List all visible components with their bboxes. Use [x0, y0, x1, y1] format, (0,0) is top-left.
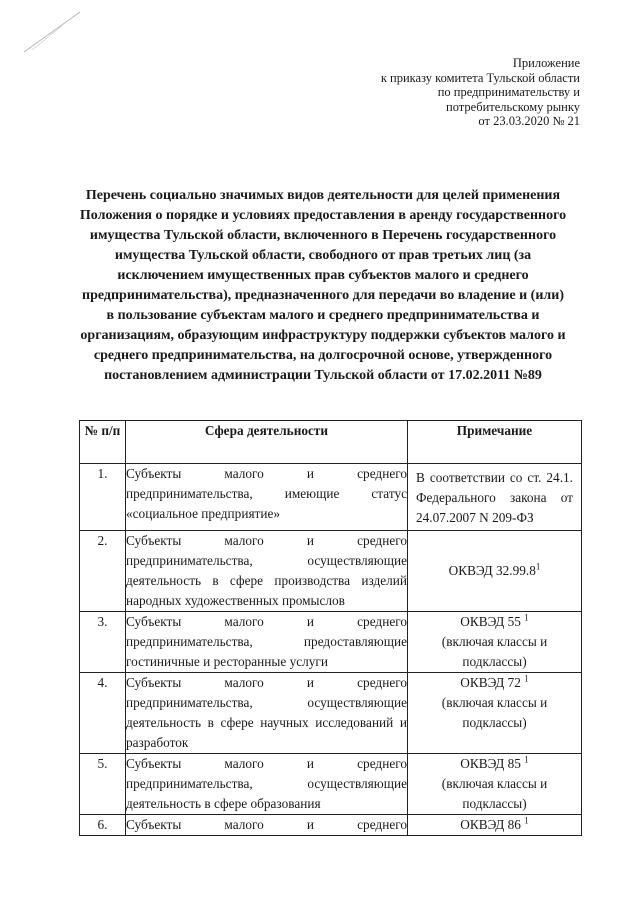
- okved-note: (включая классы и подклассы): [441, 634, 548, 669]
- table-row: [80, 531, 582, 612]
- footnote-mark: 1: [535, 561, 541, 572]
- row-note: [408, 754, 582, 815]
- okved-code: ОКВЭД 55: [460, 614, 521, 629]
- footnote-mark: 1: [524, 754, 529, 765]
- appendix-line: Приложение: [512, 56, 580, 70]
- table-row: [80, 612, 582, 673]
- okved-code: ОКВЭД 32.99.8: [448, 563, 536, 578]
- row-sphere: Субъекты малого и среднего предпринимательства, осуществляющие деятельность в сфере производства изделий народных художественных промыслов: [126, 531, 408, 612]
- okved-note: (включая классы и подклассы): [441, 695, 548, 730]
- footnote-mark: 1: [524, 815, 529, 826]
- header-number: № п/п: [80, 421, 126, 464]
- row-number: 1.: [80, 464, 126, 531]
- okved-code: ОКВЭД 72: [460, 675, 521, 690]
- okved-note: (включая классы и подклассы): [441, 776, 548, 811]
- document-title: Перечень социально значимых видов деятельности для целей применения Положения о порядке и условиях предоставления в аренду государственного имущества Тульской области, включенного в Перечень государственного имущества Тульской области, свободного от прав третьих лиц (за исключением имущественных прав субъектов малого и среднего предпринимательства), предназначенного для передачи во владение и (или) в пользование субъектам малого и среднего предпринимательства и организациям, образующим инфраструктуру поддержки субъектов малого и среднего предпринимательства, на долгосрочной основе, утвержденного постановлением администрации Тульской области от 17.02.2011 №89: [79, 188, 567, 383]
- appendix-line: от 23.03.2020 № 21: [478, 114, 580, 128]
- row-note: [408, 612, 582, 673]
- row-note: [408, 673, 582, 754]
- row-sphere: Субъекты малого и среднего предпринимательства, осуществляющие деятельность в сфере научных исследований и разработок: [126, 673, 408, 754]
- row-number: 6.: [80, 815, 126, 836]
- row-number: 4.: [80, 673, 126, 754]
- appendix-header: [381, 56, 580, 129]
- row-sphere: Субъекты малого и среднего предпринимательства, имеющие статус «социальное предприятие»: [126, 464, 408, 531]
- row-number: 5.: [80, 754, 126, 815]
- header-note: Примечание: [408, 421, 582, 464]
- table-row: [80, 673, 582, 754]
- appendix-line: к приказу комитета Тульской области: [380, 70, 580, 85]
- row-number: 2.: [80, 531, 126, 612]
- footnote-mark: 1: [524, 673, 529, 684]
- table-header-row: [80, 421, 582, 464]
- pen-stroke-mark: [22, 10, 82, 54]
- row-note: [408, 531, 582, 612]
- header-sphere: Сфера деятельности: [126, 421, 408, 464]
- row-number: 3.: [80, 612, 126, 673]
- row-note: В соответствии со ст. 24.1. Федерального закона от 24.07.2007 N 209-ФЗ: [408, 464, 582, 531]
- okved-code: ОКВЭД 86: [460, 817, 521, 832]
- table-row: [80, 754, 582, 815]
- okved-code: ОКВЭД 85: [460, 756, 521, 771]
- activities-table: [79, 420, 582, 836]
- table-row: [80, 464, 582, 531]
- footnote-mark: 1: [524, 612, 529, 623]
- row-sphere: Субъекты малого и среднего предпринимательства, предоставляющие гостиничные и ресторанные услуги: [126, 612, 408, 673]
- appendix-line: потребительскому рынку: [446, 99, 580, 114]
- row-sphere: Субъекты малого и среднего: [126, 815, 408, 836]
- table-row: [80, 815, 582, 836]
- row-note: [408, 815, 582, 836]
- row-sphere: Субъекты малого и среднего предпринимательства, осуществляющие деятельность в сфере образования: [126, 754, 408, 815]
- appendix-line: по предпринимательству и: [437, 85, 580, 99]
